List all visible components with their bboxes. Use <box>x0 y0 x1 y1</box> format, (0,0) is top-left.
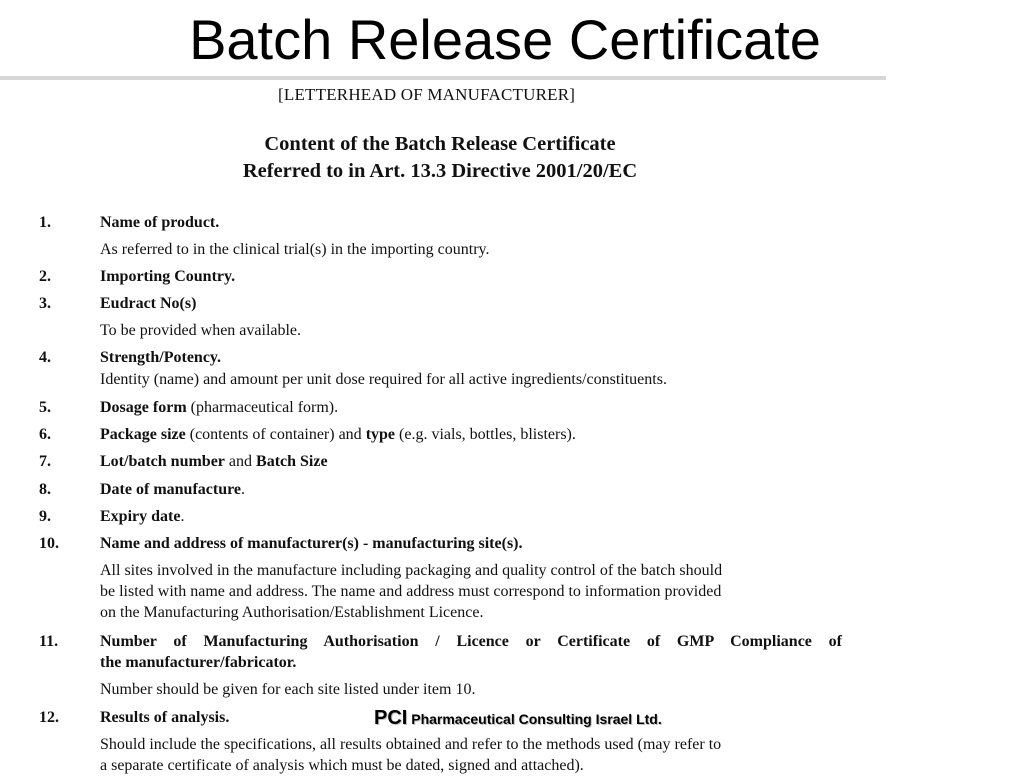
company-footer <box>374 707 662 730</box>
item-heading: Lot/batch number and Batch Size <box>100 453 328 470</box>
item-number: 11. <box>39 633 59 650</box>
item-heading: Results of analysis. <box>100 709 230 726</box>
slide-title: Batch Release Certificate <box>189 8 821 71</box>
item-number: 2. <box>39 268 51 285</box>
footer-company-name: Pharmaceutical Consulting Israel Ltd. <box>407 711 662 727</box>
item-number: 1. <box>39 214 51 231</box>
item-number: 7. <box>39 453 51 470</box>
item-number: 10. <box>39 535 59 552</box>
item-number: 8. <box>39 481 51 498</box>
item-heading: Importing Country. <box>100 268 236 285</box>
item-heading: Package size (contents of container) and type (e.g. vials, bottles, blisters). <box>100 426 576 443</box>
item-description: All sites involved in the manufacture including packaging and quality control of the batch should be listed with name and address. The name and address must correspond to information provided on the Manufacturing Authorisation/Establishment Licence. <box>100 562 723 621</box>
item-heading: Date of manufacture. <box>100 481 246 498</box>
item-heading: Name and address of manufacturer(s) - manufacturing site(s). <box>100 535 523 552</box>
item-heading: Number of Manufacturing Authorisation / Licence or Certificate of GMP Compliance of the manufacturer/fabricator. <box>100 633 842 671</box>
document-title-line-1: Content of the Batch Release Certificate <box>264 133 616 155</box>
item-description: Identity (name) and amount per unit dose required for all active ingredients/constituents. <box>100 371 667 388</box>
item-heading: Expiry date. <box>100 508 185 525</box>
item-description: To be provided when available. <box>100 322 302 339</box>
item-heading: Dosage form (pharmaceutical form). <box>100 399 339 416</box>
item-number: 3. <box>39 295 51 312</box>
item-number: 12. <box>39 709 59 726</box>
document-title-line-2: Referred to in Art. 13.3 Directive 2001/20/EC <box>242 160 638 182</box>
item-description: Should include the specifications, all results obtained and refer to the methods used (may refer to a separate certificate of analysis which must be dated, signed and attached). <box>100 736 722 774</box>
title-divider <box>0 76 886 80</box>
footer-pci-label: PCI <box>374 707 408 729</box>
item-heading: Strength/Potency. <box>100 349 222 366</box>
item-number: 6. <box>39 426 51 443</box>
item-description: Number should be given for each site listed under item 10. <box>100 681 476 698</box>
item-heading: Name of product. <box>100 214 220 231</box>
item-heading: Eudract No(s) <box>100 295 197 312</box>
item-number: 9. <box>39 508 51 525</box>
letterhead-placeholder: [LETTERHEAD OF MANUFACTURER] <box>278 85 576 104</box>
item-description: As referred to in the clinical trial(s) in the importing country. <box>100 241 490 258</box>
document-title <box>0 131 880 185</box>
item-number: 5. <box>39 399 51 416</box>
item-number: 4. <box>39 349 51 366</box>
